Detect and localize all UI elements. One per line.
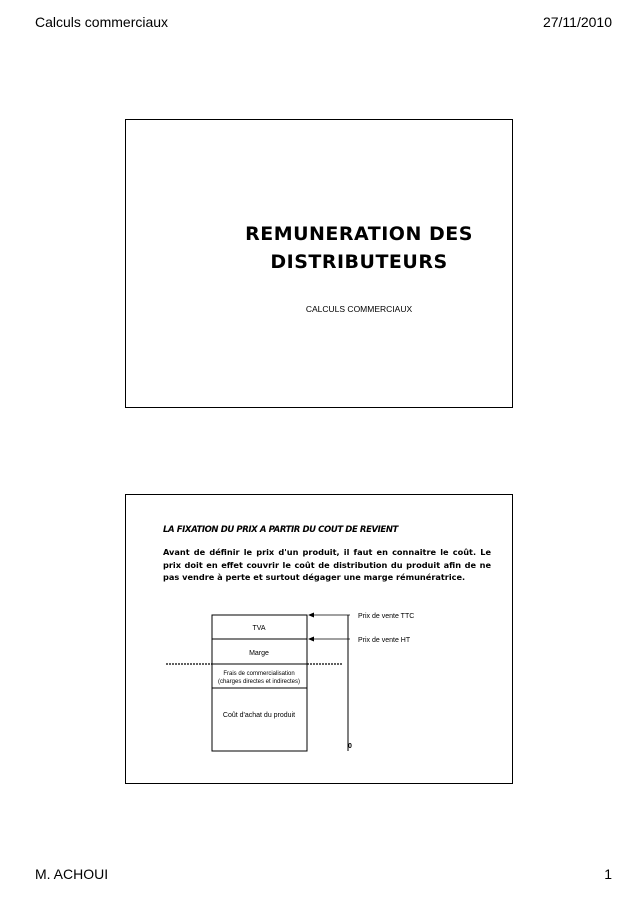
cout-achat-label: Coût d'achat du produit xyxy=(222,712,296,719)
slide-2-paragraph: Avant de définir le prix d'un produit, il faut en connaitre le coût. Le prix doit en effet couvrir le coût de distribution du produit afin de ne pas vendre à perte et surtout dégager une marge rémunératrice. xyxy=(163,547,491,582)
slide-1-title-line-1: REMUNERATION DES xyxy=(245,223,473,245)
slide-1-subtitle: CALCULS COMMERCIAUX xyxy=(305,304,413,314)
frais-label-line-1: Frais de commercialisation xyxy=(223,671,295,677)
footer-author: M. ACHOUI xyxy=(35,866,109,882)
slide-2-heading: LA FIXATION DU PRIX A PARTIR DU COUT DE REVIENT xyxy=(163,525,398,535)
slide-1-title-line-2: DISTRIBUTEURS xyxy=(270,251,448,273)
price-breakdown-diagram xyxy=(126,495,512,783)
slide-1 xyxy=(125,119,513,408)
cout-achat-box xyxy=(212,688,307,751)
prix-ttc-label: Prix de vente TTC xyxy=(358,613,415,620)
header-left-title: Calculs commerciaux xyxy=(35,14,169,30)
slide-2 xyxy=(125,494,513,784)
ttc-arrow xyxy=(308,613,314,618)
header-date: 27/11/2010 xyxy=(542,14,612,30)
page-number: 1 xyxy=(604,866,612,882)
marge-label: Marge xyxy=(249,650,269,657)
slide-1-title xyxy=(126,220,512,276)
tva-label: TVA xyxy=(252,625,266,632)
ht-arrow xyxy=(308,637,314,642)
prix-ht-label: Prix de vente HT xyxy=(358,637,411,644)
zero-label: 0 xyxy=(348,743,352,750)
frais-label-line-2: (charges directes et indirectes) xyxy=(217,679,301,685)
